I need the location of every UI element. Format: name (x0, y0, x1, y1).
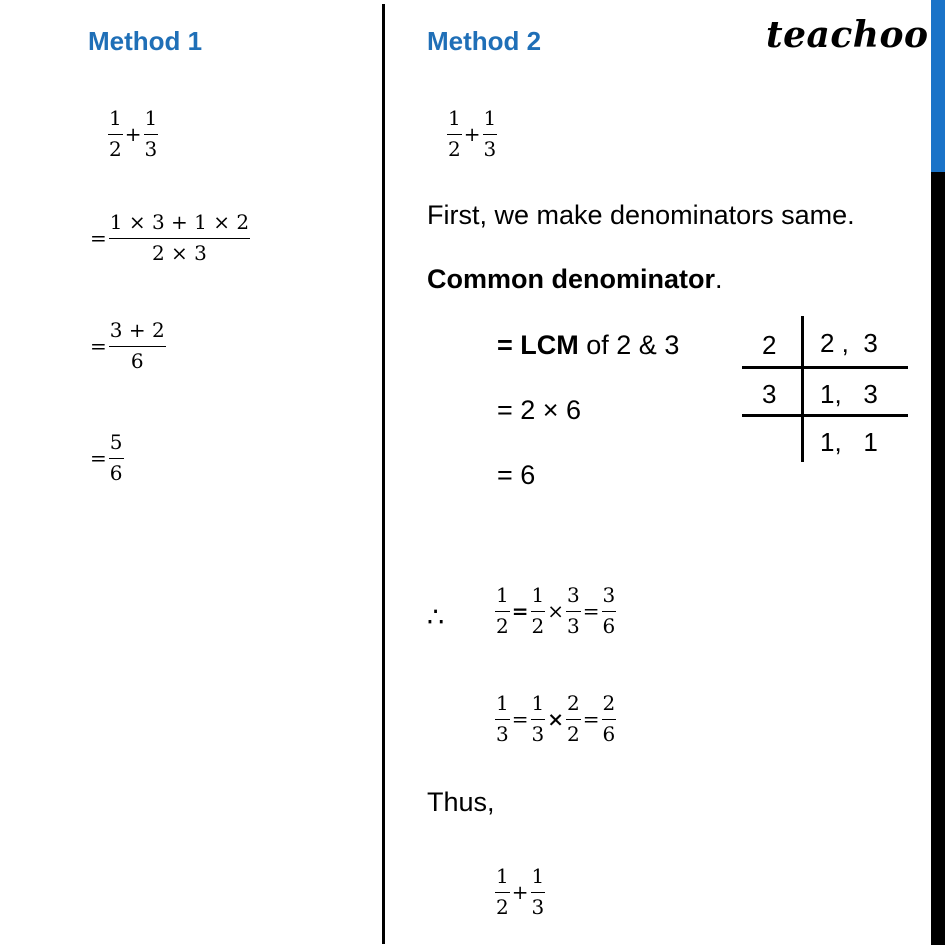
fraction (144, 108, 159, 160)
denominator: 6 (109, 461, 123, 485)
method1-step2 (88, 320, 166, 372)
denominator: 6 (602, 614, 616, 638)
numerator: 2 (567, 691, 580, 715)
fraction (447, 108, 462, 160)
fraction (109, 212, 250, 264)
conversion-third (495, 693, 616, 745)
plus-operator: + (511, 880, 529, 904)
fraction (602, 585, 617, 637)
fraction (566, 585, 581, 637)
plus-operator: + (124, 122, 142, 146)
table-horizontal-line (742, 414, 908, 417)
method2-heading: Method 2 (427, 26, 542, 56)
column-divider (382, 4, 385, 944)
plus-operator: + (463, 122, 481, 146)
method1-step3 (88, 432, 124, 484)
denominator: 2 (567, 722, 580, 746)
numerator: 1 × 3 + 1 × 2 (109, 210, 250, 234)
equals-sign: = (90, 446, 107, 470)
numerator: 1 (531, 583, 545, 607)
lcm-label: = LCM (497, 330, 579, 360)
method1-expression (108, 108, 158, 160)
lcm-division-table (740, 316, 910, 464)
numerator: 1 (496, 583, 509, 607)
numerator: 1 (144, 106, 158, 130)
denominator: 6 (130, 349, 144, 373)
fraction (531, 693, 546, 745)
numerator: 3 (602, 583, 616, 607)
equals-sign: = (582, 707, 600, 731)
table-divisor: 3 (762, 379, 777, 409)
period: . (715, 264, 723, 294)
equals-sign: = (90, 226, 107, 250)
denominator: 2 (448, 137, 461, 161)
equals-sign: = (582, 599, 600, 623)
equals-sign: = (511, 599, 529, 623)
numerator: 2 (602, 691, 616, 715)
fraction (531, 585, 546, 637)
fraction (495, 585, 510, 637)
lcm-step1: = 2 × 6 (497, 395, 582, 425)
equals-sign: = (511, 707, 529, 731)
fraction (483, 108, 498, 160)
numerator: 1 (109, 106, 122, 130)
fraction (566, 693, 581, 745)
denominator: 3 (567, 614, 580, 638)
lcm-rest: of 2 & 3 (578, 330, 680, 360)
numerator: 1 (496, 864, 509, 888)
denominator: 3 (531, 722, 545, 746)
times-operator: × (547, 707, 564, 731)
denominator: 2 × 3 (151, 241, 207, 265)
denominator: 2 (496, 614, 509, 638)
denominator: 3 (483, 137, 497, 161)
equals-sign: = (90, 334, 107, 358)
fraction (108, 108, 123, 160)
numerator: 1 (448, 106, 461, 130)
numerator: 1 (531, 864, 545, 888)
common-denominator-line (427, 266, 723, 293)
denominator: 2 (109, 137, 122, 161)
sidebar-accent-bar (931, 0, 945, 172)
denominator: 3 (531, 895, 545, 919)
denominator: 6 (602, 722, 616, 746)
numerator: 3 (567, 583, 580, 607)
teachoo-logo: teachoo (766, 14, 929, 56)
fraction (602, 693, 617, 745)
table-horizontal-line (742, 366, 908, 369)
numerator: 5 (109, 430, 123, 454)
common-denominator-label: Common denominator (427, 264, 715, 294)
therefore-symbol: ∴ (427, 602, 445, 632)
method2-expression (447, 108, 497, 160)
fraction (495, 866, 510, 918)
denominator: 2 (496, 895, 509, 919)
denominator: 3 (496, 722, 509, 746)
numerator: 1 (531, 691, 545, 715)
table-divisor: 2 (762, 330, 777, 360)
numerator: 3 + 2 (109, 318, 165, 342)
table-cell: 1, 1 (820, 427, 878, 457)
table-vertical-line (801, 316, 804, 462)
intro-text: First, we make denominators same. (427, 200, 855, 230)
table-cell: 1, 3 (820, 379, 878, 409)
numerator: 1 (483, 106, 497, 130)
numerator: 1 (496, 691, 509, 715)
fraction (531, 866, 546, 918)
method1-heading: Method 1 (88, 26, 203, 56)
fraction (495, 693, 510, 745)
sidebar-dark-bar (931, 172, 945, 945)
method1-step1 (88, 212, 250, 264)
denominator: 3 (144, 137, 158, 161)
fraction (109, 432, 124, 484)
lcm-line (497, 332, 679, 359)
thus-label: Thus, (427, 787, 495, 817)
fraction (109, 320, 166, 372)
denominator: 2 (531, 614, 545, 638)
lcm-step2: = 6 (497, 460, 536, 490)
final-expression (495, 866, 545, 918)
conversion-half (495, 585, 616, 637)
table-cell: 2 , 3 (820, 328, 878, 358)
times-operator: × (547, 599, 564, 623)
